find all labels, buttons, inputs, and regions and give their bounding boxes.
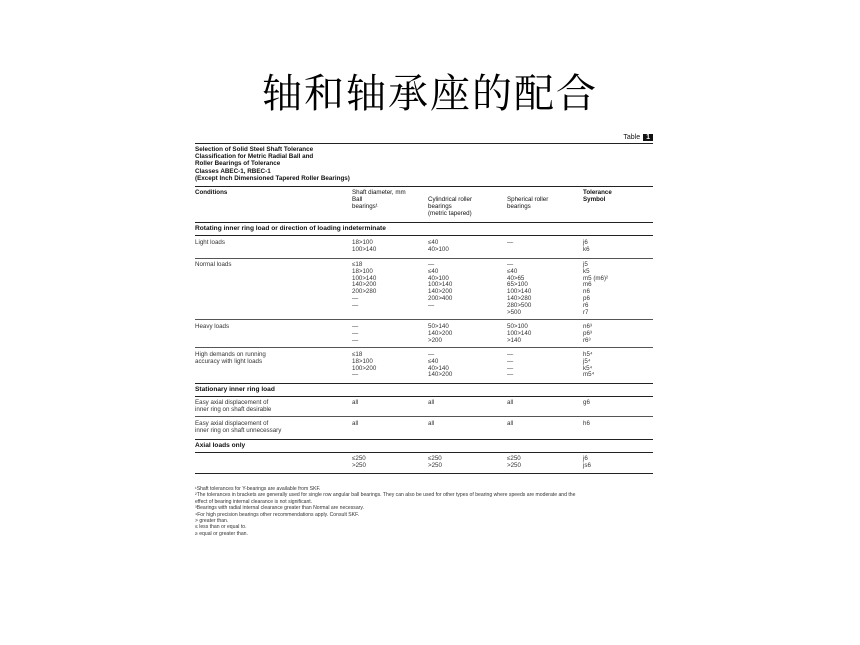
cell-spherical: — — [507, 239, 514, 246]
rule-4 — [195, 319, 653, 320]
cell-cylindrical: all — [428, 420, 435, 427]
header-rule — [195, 186, 653, 187]
cell-cylindrical: all — [428, 399, 435, 406]
col-spherical: Spherical roller bearings — [507, 196, 549, 210]
heading-line-5: (Except Inch Dimensioned Tapered Roller Bearings) — [195, 174, 350, 182]
footnote-2: ²The tolerances in brackets are generally used for single row angular ball bearings. They can also be used for other types of bearing where speeds are moderate and the — [195, 492, 576, 499]
section-rotating: Rotating inner ring load or direction of loading indeterminate — [195, 225, 386, 232]
table-label — [623, 134, 653, 141]
cell-cylindrical: 50>140 140>200 >200 — [428, 323, 453, 344]
footnote-5: > greater than. — [195, 518, 229, 525]
heading-line-1: Selection of Solid Steel Shaft Tolerance — [195, 146, 314, 153]
col-ball: Ball bearings¹ — [352, 195, 378, 210]
footnote-4: ⁴For high precision bearings other recommendations apply. Consult SKF. — [195, 511, 360, 518]
rule-9 — [195, 439, 653, 440]
heading-line-4: Classes ABEC-1, RBEC-1 — [195, 167, 271, 175]
rule-2 — [195, 235, 653, 236]
cell-cylindrical: — ≤40 40>100 100>140 140>200 200>400 — — [428, 261, 453, 309]
cell-ball: — — — — [352, 323, 359, 344]
cell-condition: Heavy loads — [195, 323, 230, 330]
rule-5 — [195, 347, 653, 348]
footnote-7: ≥ equal or greater than. — [195, 530, 248, 537]
cell-tolerance: g6 — [583, 399, 590, 406]
table-number: 1 — [643, 134, 653, 141]
rule-1 — [195, 222, 653, 223]
cell-condition: Normal loads — [195, 261, 232, 268]
col-shaft-diameter — [352, 190, 406, 210]
rule-bottom — [195, 473, 653, 474]
cell-cylindrical: ≤250 >250 — [428, 455, 442, 469]
rule-6 — [195, 383, 653, 384]
cell-tolerance: j6 k6 — [583, 239, 590, 253]
cell-ball: ≤18 18>100 100>200 — — [352, 351, 377, 379]
cell-ball: all — [352, 420, 359, 427]
rule-8 — [195, 416, 653, 417]
footnote-1: ¹Shaft tolerances for Y-bearings are available from SKF. — [195, 486, 321, 492]
rule-10 — [195, 452, 653, 453]
cell-condition: Light loads — [195, 239, 225, 246]
slide-title: 轴和轴承座的配合 — [262, 71, 598, 117]
cell-ball: all — [352, 399, 359, 406]
cell-spherical: all — [507, 399, 514, 406]
footnotes — [195, 486, 653, 537]
section-stationary: Stationary inner ring load — [195, 386, 275, 393]
footnote-6: ≤ less than or equal to. — [195, 524, 247, 531]
cell-tolerance: j6 js6 — [583, 455, 591, 469]
cell-tolerance: j5 k5 m5 (m6)² m6 n6 p6 r6 r7 — [583, 261, 609, 316]
cell-ball: 18>100 100>140 — [352, 239, 377, 253]
top-rule — [195, 143, 653, 144]
rule-7 — [195, 396, 653, 397]
footnote-2-cont: effect of bearing internal clearance is not significant. — [195, 498, 313, 505]
section-axial: Axial loads only — [195, 442, 246, 449]
cell-spherical: all — [507, 420, 514, 427]
col-tolerance: Tolerance Symbol — [583, 189, 612, 203]
cell-spherical: — ≤40 40>65 65>100 100>140 140>280 280>500 >500 — [507, 261, 532, 316]
cell-ball: ≤18 18>100 100>140 140>200 200>280 — — — [352, 261, 377, 309]
rule-3 — [195, 258, 653, 259]
cell-spherical: 50>100 100>140 >140 — [507, 323, 532, 344]
table-heading — [195, 146, 350, 182]
col-cylindrical: Cylindrical roller bearings (metric tapered) — [428, 196, 473, 217]
footnote-3: ³Bearings with radial internal clearance greater than Normal are necessary. — [195, 505, 364, 512]
cell-condition: High demands on running accuracy with light loads — [195, 351, 266, 365]
cell-tolerance: n6³ p6³ r6³ — [583, 323, 592, 344]
heading-line-2: Classification for Metric Radial Ball and — [195, 153, 314, 161]
table-label-text: Table — [623, 134, 641, 141]
cell-tolerance: h6 — [583, 420, 590, 427]
cell-ball: ≤250 >250 — [352, 455, 366, 469]
cell-tolerance: h5⁴ j5⁴ k5⁴ m5⁴ — [583, 351, 595, 379]
cell-spherical: ≤250 >250 — [507, 455, 521, 469]
col-conditions: Conditions — [195, 189, 228, 196]
col-shaft-diameter-label: Shaft diameter, mm — [352, 189, 406, 196]
cell-condition: Easy axial displacement of inner ring on shaft unnecessary — [195, 420, 282, 434]
cell-cylindrical: — ≤40 40>140 140>200 — [428, 351, 453, 379]
cell-spherical: — — — — — [507, 351, 514, 379]
cell-condition: Easy axial displacement of inner ring on shaft desirable — [195, 399, 272, 413]
scanned-table-document — [195, 134, 653, 544]
heading-line-3: Roller Bearings of Tolerance — [195, 160, 281, 168]
cell-cylindrical: ≤40 40>100 — [428, 239, 449, 253]
